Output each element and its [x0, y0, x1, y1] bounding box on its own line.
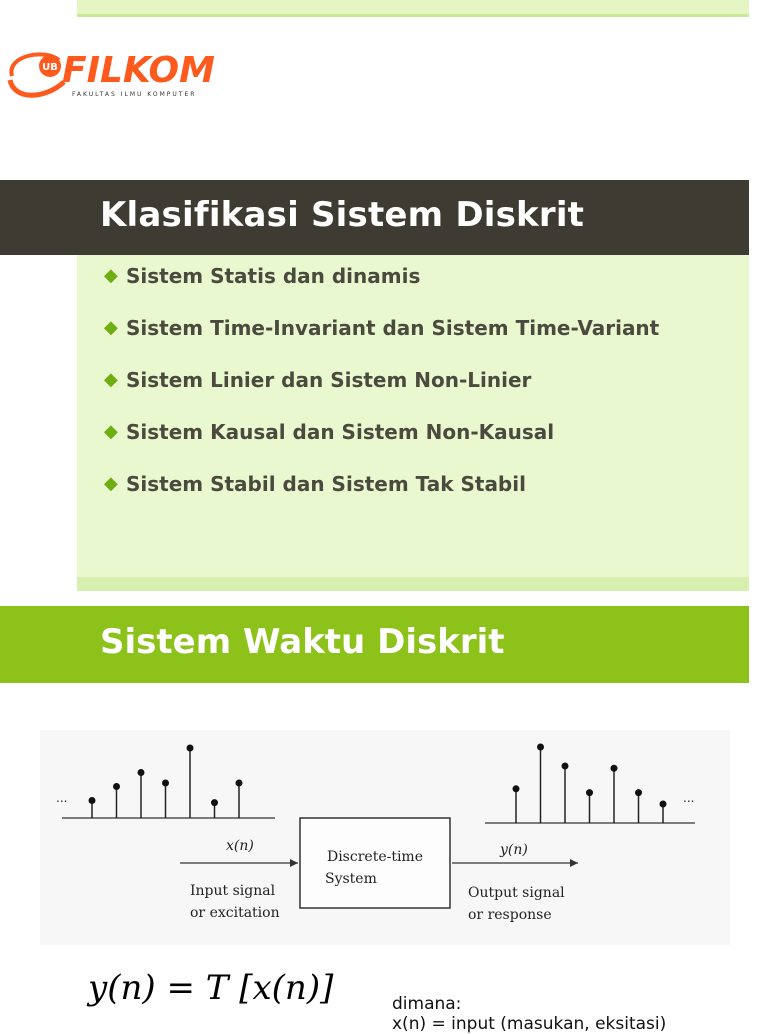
- logo-badge-text: UB: [42, 62, 58, 73]
- list-item-text: Sistem Kausal dan Sistem Non-Kausal: [126, 420, 555, 444]
- output-sample-point: [513, 785, 520, 792]
- input-sample-point: [138, 769, 145, 776]
- list-item-text: Sistem Time-Invariant dan Sistem Time-Variant: [126, 316, 660, 340]
- list-item-text: Sistem Linier dan Sistem Non-Linier: [126, 368, 532, 392]
- list-item: [104, 418, 659, 470]
- diamond-bullet-icon: ◆: [104, 473, 118, 494]
- input-sample-point: [236, 780, 243, 787]
- section-title-klasifikasi: Klasifikasi Sistem Diskrit: [100, 195, 585, 235]
- output-sample-point: [537, 744, 544, 751]
- logo-subtitle: FAKULTAS ILMU KOMPUTER: [72, 91, 197, 98]
- output-caption-2: or response: [468, 907, 552, 923]
- system-label-2: System: [325, 871, 377, 887]
- list-item-text: Sistem Stabil dan Sistem Tak Stabil: [126, 472, 526, 496]
- diamond-bullet-icon: ◆: [104, 265, 118, 286]
- system-label-1: Discrete-time: [326, 849, 424, 865]
- input-sample-point: [187, 745, 194, 752]
- input-ellipsis: ...: [56, 791, 68, 805]
- list-item: [104, 262, 659, 314]
- logo-swoosh-bottom: [10, 80, 64, 95]
- logo-wordmark: FILKOM: [62, 50, 215, 91]
- output-signal-name: y(n): [500, 842, 528, 858]
- output-sample-point: [660, 801, 667, 808]
- input-sample-point: [89, 797, 96, 804]
- section-title-waktu-diskrit: Sistem Waktu Diskrit: [100, 622, 505, 662]
- input-sample-point: [162, 780, 169, 787]
- output-sample-point: [586, 789, 593, 796]
- top-strip: [77, 0, 749, 17]
- list-item: [104, 314, 659, 366]
- list-item: [104, 366, 659, 418]
- output-sample-point: [611, 765, 618, 772]
- system-diagram: [40, 730, 730, 945]
- output-sample-point: [562, 763, 569, 770]
- input-caption-2: or excitation: [190, 905, 280, 921]
- where-label: dimana:: [392, 994, 462, 1014]
- bullet-list: [104, 262, 659, 522]
- diamond-bullet-icon: ◆: [104, 317, 118, 338]
- system-equation: y(n) = T [x(n)]: [88, 968, 334, 1008]
- input-sample-point: [211, 799, 218, 806]
- where-definition: x(n) = input (masukan, eksitasi): [392, 1014, 667, 1034]
- list-item-text: Sistem Statis dan dinamis: [126, 264, 421, 288]
- output-sample-point: [635, 789, 642, 796]
- input-caption-1: Input signal: [190, 883, 276, 899]
- output-ellipsis: ...: [683, 791, 695, 805]
- input-signal-name: x(n): [226, 838, 254, 854]
- filkom-logo: [4, 42, 244, 104]
- diamond-bullet-icon: ◆: [104, 369, 118, 390]
- input-sample-point: [113, 783, 120, 790]
- list-item: [104, 470, 659, 522]
- diamond-bullet-icon: ◆: [104, 421, 118, 442]
- output-caption-1: Output signal: [468, 885, 565, 901]
